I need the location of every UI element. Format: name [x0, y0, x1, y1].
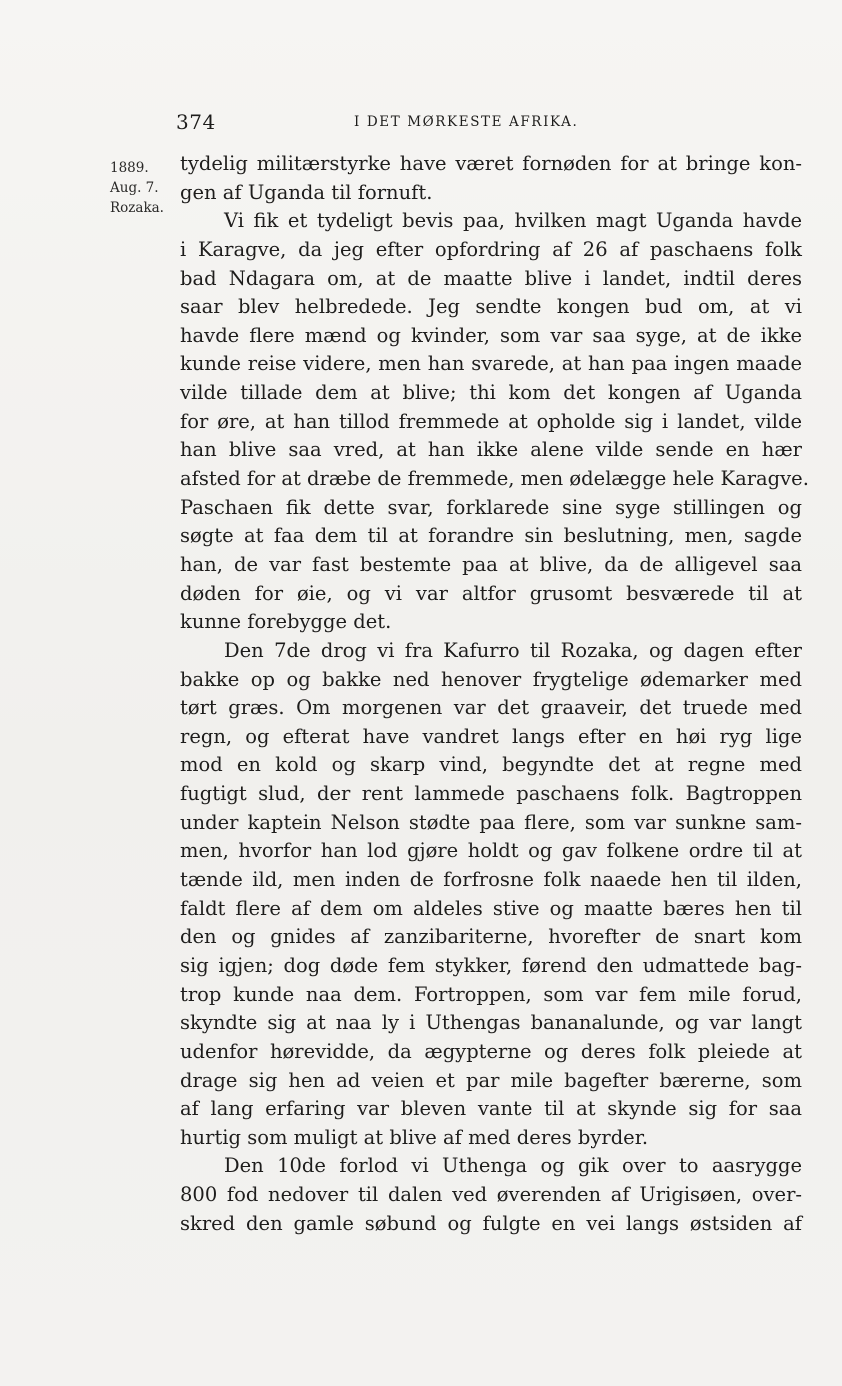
text-line: Den 10de forlod vi Uthenga og gik over to aasrygge: [224, 1154, 802, 1178]
text-line: vilde tillade dem at blive; thi kom det kongen af Uganda: [180, 381, 802, 405]
text-line: bakke op og bakke ned henover frygtelige ødemarker med: [180, 667, 802, 691]
margin-note-year: 1889.: [110, 160, 149, 176]
text-line: Vi fik et tydeligt bevis paa, hvilken magt Uganda havde: [224, 209, 802, 233]
text-line: Den 7de drog vi fra Kafurro til Rozaka, og dagen efter: [224, 638, 802, 662]
text-line: kunde reise videre, men han svarede, at han paa ingen maade: [180, 352, 802, 376]
text-line: døden for øie, og vi var altfor grusomt besværede til at: [180, 581, 802, 605]
text-line: søgte at faa dem til at forandre sin beslutning, men, sagde: [180, 524, 802, 548]
text-line: for øre, at han tillod fremmede at opholde sig i landet, vilde: [180, 409, 802, 433]
text-line: gen af Uganda til fornuft.: [180, 180, 433, 204]
text-line: af lang erfaring var bleven vante til at skynde sig for saa: [180, 1097, 802, 1121]
text-line: han, de var fast bestemte paa at blive, da de alligevel saa: [180, 552, 802, 576]
text-line: mod en kold og skarp vind, begyndte det at regne med: [180, 753, 802, 777]
text-line: drage sig hen ad veien et par mile bagefter bærerne, som: [180, 1068, 802, 1092]
text-line: udenfor hørevidde, da ægypterne og deres folk pleiede at: [180, 1039, 802, 1063]
text-line: i Karagve, da jeg efter opfordring af 26 af paschaens folk: [180, 237, 802, 261]
text-line: regn, og efterat have vandret langs efter en høi ryg lige: [180, 724, 802, 748]
body-text: [180, 150, 809, 1238]
text-line: hurtig som muligt at blive af med deres byrder.: [180, 1125, 649, 1149]
page-header: [176, 108, 676, 138]
text-line: han blive saa vred, at han ikke alene vilde sende en hær: [180, 438, 802, 462]
text-line: men, hvorfor han lod gjøre holdt og gav folkene ordre til at: [180, 839, 802, 863]
page-number: 374: [176, 110, 216, 134]
running-head: I DET MØRKESTE AFRIKA.: [354, 114, 579, 130]
text-line: kunne forebygge det.: [180, 610, 392, 634]
text-line: skred den gamle søbund og fulgte en vei langs østsiden af: [180, 1211, 802, 1235]
text-line: bad Ndagara om, at de maatte blive i landet, indtil deres: [180, 266, 802, 290]
text-line: saar blev helbredede. Jeg sendte kongen bud om, at vi: [180, 295, 802, 319]
text-line: tørt græs. Om morgenen var det graaveir, det truede med: [180, 696, 802, 720]
text-line: havde flere mænd og kvinder, som var saa syge, at de ikke: [180, 323, 802, 347]
text-line: under kaptein Nelson stødte paa flere, som var sunkne sam-: [180, 810, 802, 834]
text-line: tænde ild, men inden de forfrosne folk naaede hen til ilden,: [180, 868, 802, 892]
margin-note-date: Aug. 7.: [110, 180, 159, 196]
text-line: faldt flere af dem om aldeles stive og maatte bæres hen til: [180, 896, 802, 920]
text-line: Paschaen fik dette svar, forklarede sine syge stillingen og: [180, 495, 802, 519]
text-line: den og gnides af zanzibariterne, hvorefter de snart kom: [180, 925, 802, 949]
text-line: 800 fod nedover til dalen ved øverenden af Urigisøen, over-: [180, 1183, 802, 1207]
text-line: afsted for at dræbe de fremmede, men ødelægge hele Karagve.: [180, 467, 809, 491]
text-line: trop kunde naa dem. Fortroppen, som var fem mile forud,: [180, 982, 802, 1006]
text-line: fugtigt slud, der rent lammede paschaens folk. Bagtroppen: [180, 782, 802, 806]
text-line: tydelig militærstyrke have været fornøden for at bringe kon-: [180, 152, 802, 175]
text-line: skyndte sig at naa ly i Uthengas bananalunde, og var langt: [180, 1011, 802, 1035]
margin-note-place: Rozaka.: [110, 200, 164, 216]
text-line: sig igjen; dog døde fem stykker, førend den udmattede bag-: [180, 953, 802, 977]
margin-notes: [110, 158, 180, 218]
